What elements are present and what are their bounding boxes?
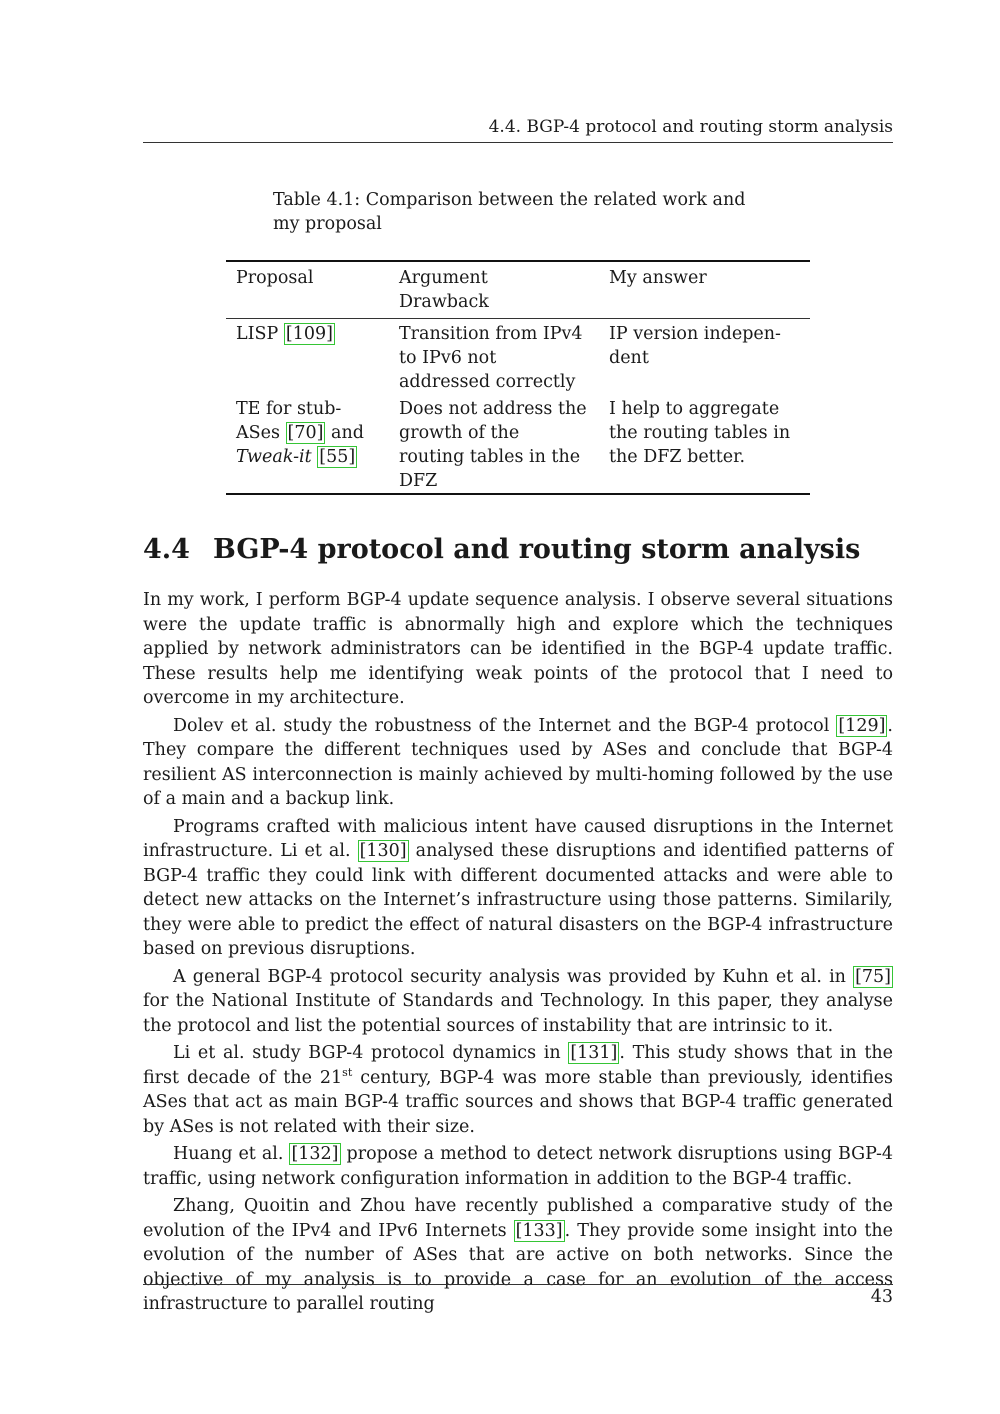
- citation-link[interactable]: [131]: [570, 1043, 618, 1063]
- header-argument-line2: Drawback: [399, 292, 489, 312]
- citation-link[interactable]: [130]: [359, 841, 407, 861]
- footer-rule: [143, 1284, 893, 1285]
- header-proposal: Proposal: [236, 268, 314, 288]
- superscript: st: [342, 1065, 353, 1079]
- cell-proposal: [226, 394, 389, 494]
- citation-link[interactable]: [55]: [319, 447, 356, 467]
- citation-link[interactable]: [129]: [838, 715, 886, 736]
- proposal-and: and: [325, 423, 364, 443]
- cell-argument: Does not address the growth of the routing tables in the DFZ: [399, 399, 587, 491]
- section-heading: [143, 532, 860, 568]
- proposal-text: LISP: [236, 324, 284, 344]
- page-number: 43: [870, 1287, 893, 1307]
- proposal-text: TE for stub-ASes: [236, 399, 342, 443]
- citation-link[interactable]: [132]: [291, 1144, 339, 1164]
- body-text: [143, 588, 893, 1320]
- cell-answer: IP version indepen- dent: [609, 324, 781, 368]
- proposal-italic: Tweak-it: [236, 447, 312, 467]
- citation-link[interactable]: [109]: [285, 324, 333, 344]
- citation-link[interactable]: [133]: [515, 1220, 563, 1241]
- table-row: [226, 319, 810, 395]
- paragraph: Dolev et al. study the robustness of the Internet and the BGP-4 protocol [129] . They compare the different techniques used by ASes and conclude that BGP-4 resilient AS interconnection is mainly achieved by multi-homing followed by the use of a main and a backup link.: [143, 715, 893, 809]
- comparison-table: [226, 260, 810, 495]
- paragraph: A general BGP-4 protocol security analysis was provided by Kuhn et al. in [75] for the National Institute of Standards and Technology. In this paper, they analyse the protocol and list the potential sources of instability that are intrinsic to it.: [143, 966, 893, 1036]
- running-header: 4.4. BGP-4 protocol and routing storm analysis: [143, 116, 893, 143]
- table-row: [226, 394, 810, 494]
- paragraph: Zhang, Quoitin and Zhou have recently published a comparative study of the evolution of the IPv4 and IPv6 Internets [133] . They provide some insight into the evolution of the number of ASes that are active on both networks. Since the objective of my analysis is to provide a case for an evolution of the access infrastructure to parallel routing: [143, 1196, 893, 1314]
- header-answer: My answer: [609, 268, 707, 288]
- table-header-row: [226, 261, 810, 319]
- section-title: BGP-4 protocol and routing storm analysis: [213, 534, 861, 565]
- citation-link[interactable]: [70]: [287, 423, 324, 443]
- paragraph: Li et al. study BGP-4 protocol dynamics in [131] . This study shows that in the first decade of the 21st century, BGP-4 was more stable than previously, identifies ASes that act as main BGP-4 traffic sources and shows that BGP-4 traffic generated by ASes is not related with their size.: [143, 1043, 893, 1137]
- citation-link[interactable]: [75]: [855, 966, 891, 987]
- table-caption: Table 4.1: Comparison between the related work and my proposal: [273, 190, 746, 234]
- cell-argument: Transition from IPv4 to IPv6 not addressed correctly: [399, 324, 583, 392]
- paragraph: In my work, I perform BGP-4 update sequence analysis. I observe several situations were the update traffic is abnormally high and explore which the techniques applied by network administrators can be identified in the BGP-4 update traffic. These results help me identifying weak points of the protocol that I need to overcome in my architecture.: [143, 590, 893, 708]
- header-argument-line1: Argument: [399, 268, 488, 288]
- section-number: 4.4: [143, 534, 190, 565]
- paragraph: Huang et al. [132] propose a method to detect network disruptions using BGP-4 traffic, using network configuration information in addition to the BGP-4 traffic.: [143, 1144, 893, 1189]
- cell-answer: I help to aggregate the routing tables in the DFZ better.: [609, 399, 791, 467]
- paragraph: Programs crafted with malicious intent have caused disruptions in the Internet infrastructure. Li et al. [130] analysed these disruptions and identified patterns of BGP-4 traffic they could link with different documented attacks and were able to detect new attacks on the Internet’s infrastructure using those patterns. Similarily, they were able to predict the effect of natural disasters on the BGP-4 infrastructure based on previous disruptions.: [143, 816, 893, 959]
- cell-proposal: [226, 319, 389, 395]
- header-argument: [389, 261, 599, 319]
